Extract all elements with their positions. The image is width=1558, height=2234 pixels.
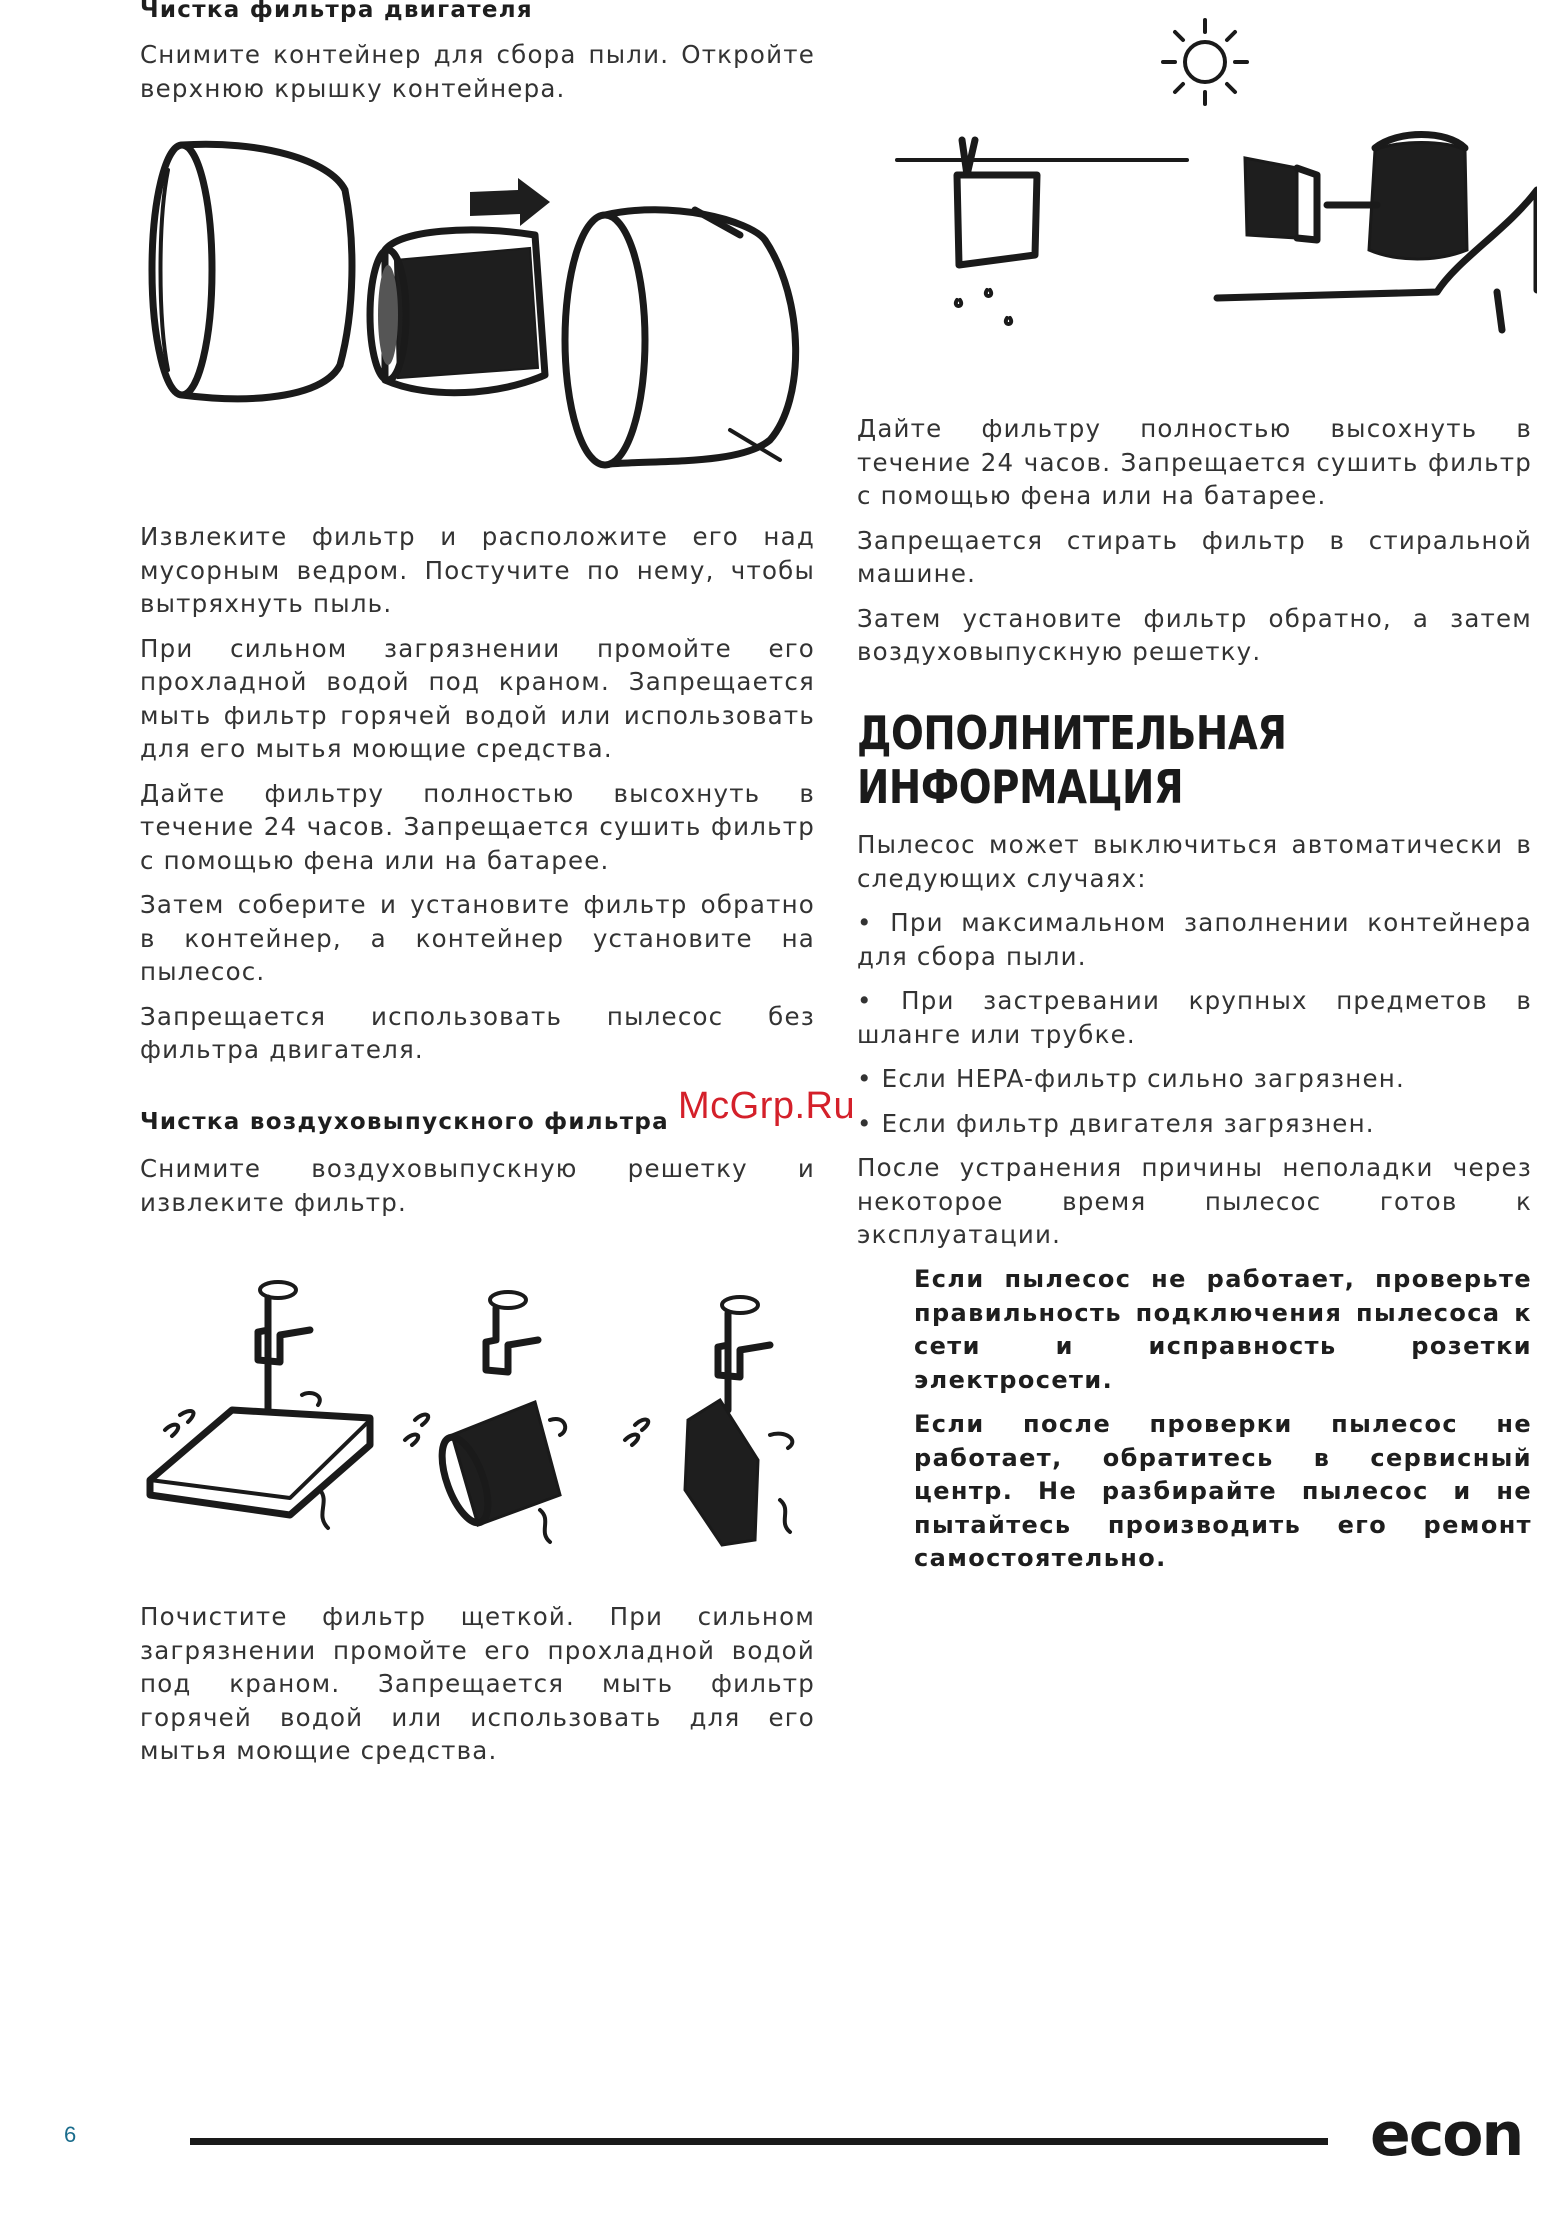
footer-divider bbox=[190, 2138, 1328, 2145]
section-heading-exhaust-filter: Чистка воздуховыпускного фильтра bbox=[140, 1109, 669, 1135]
bullet-container-full: • При максимальном заполнении контейнера для сбора пыли. bbox=[857, 908, 1532, 971]
brand-logo: econ bbox=[1370, 2100, 1523, 2170]
section-heading-motor-filter: Чистка фильтра двигателя bbox=[140, 0, 533, 23]
filter-drying-illustration bbox=[857, 0, 1537, 390]
bullet-hose-blocked: • При застревании крупных предметов в шланге или трубке. bbox=[857, 986, 1532, 1049]
container-disassembly-illustration bbox=[140, 130, 815, 475]
exhaust-filter-cleaning: Почистите фильтр щеткой. При сильном загрязнении промойте его прохладной водой под краном. Запрещается мыть фильтр горячей водой или использовать для его мытья моющие средства. bbox=[140, 1602, 815, 1765]
motor-filter-step-4: Затем соберите и установите фильтр обратно в контейнер, а контейнер установите на пылесос. bbox=[140, 890, 815, 986]
auto-shutdown-intro: Пылесос может выключиться автоматически в следующих случаях: bbox=[857, 830, 1532, 893]
additional-info-heading bbox=[857, 706, 1368, 814]
note-check-connection: Если пылесос не работает, проверьте правильность подключения пылесоса к сети и исправность розетки электросети. bbox=[914, 1265, 1532, 1394]
heading-line-1: ДОПОЛНИТЕЛЬНАЯ bbox=[857, 706, 1287, 760]
sun-icon bbox=[1163, 20, 1247, 104]
reinstall-paragraph: Затем установите фильтр обратно, а затем воздуховыпускную решетку. bbox=[857, 603, 1532, 666]
motor-filter-warning: Запрещается использовать пылесос без фильтра двигателя. bbox=[140, 1001, 815, 1064]
bullet-hepa-dirty: • Если HEPA-фильтр сильно загрязнен. bbox=[857, 1064, 1405, 1093]
bullet-motor-filter-dirty: • Если фильтр двигателя загрязнен. bbox=[857, 1108, 1375, 1138]
motor-filter-step-1: Извлеките фильтр и расположите его над мусорным ведром. Постучите по нему, чтобы вытряхнуть пыль. bbox=[140, 522, 815, 618]
motor-filter-step-3: Дайте фильтру полностью высохнуть в течение 24 часов. Запрещается сушить фильтр с помощью фена или на батарее. bbox=[140, 778, 815, 875]
page-number: 6 bbox=[64, 2122, 77, 2147]
filter-washing-illustration bbox=[140, 1270, 830, 1570]
after-fix-paragraph: После устранения причины неполадки через некоторое время пылесос готов к эксплуатации. bbox=[857, 1153, 1532, 1249]
drying-paragraph: Дайте фильтру полностью высохнуть в течение 24 часов. Запрещается сушить фильтр с помощью фена или на батарее. bbox=[857, 414, 1532, 510]
motor-filter-intro: Снимите контейнер для сбора пыли. Откройте верхнюю крышку контейнера. bbox=[140, 40, 815, 103]
watermark: McGrp.Ru bbox=[678, 1085, 856, 1127]
exhaust-filter-intro: Снимите воздуховыпускную решетку и извлеките фильтр. bbox=[140, 1154, 815, 1217]
no-washing-machine-paragraph: Запрещается стирать фильтр в стиральной машине. bbox=[857, 525, 1532, 588]
note-service-center: Если после проверки пылесос не работает, обратитесь в сервисный центр. Не разбирайте пылесос и не пытайтесь производить его ремонт самостоятельно. bbox=[914, 1410, 1532, 1572]
motor-filter-step-2: При сильном загрязнении промойте его прохладной водой под краном. Запрещается мыть фильтр горячей водой или использовать для его мытья моющие средства. bbox=[140, 633, 815, 763]
heading-line-2: ИНФОРМАЦИЯ bbox=[857, 760, 1184, 814]
